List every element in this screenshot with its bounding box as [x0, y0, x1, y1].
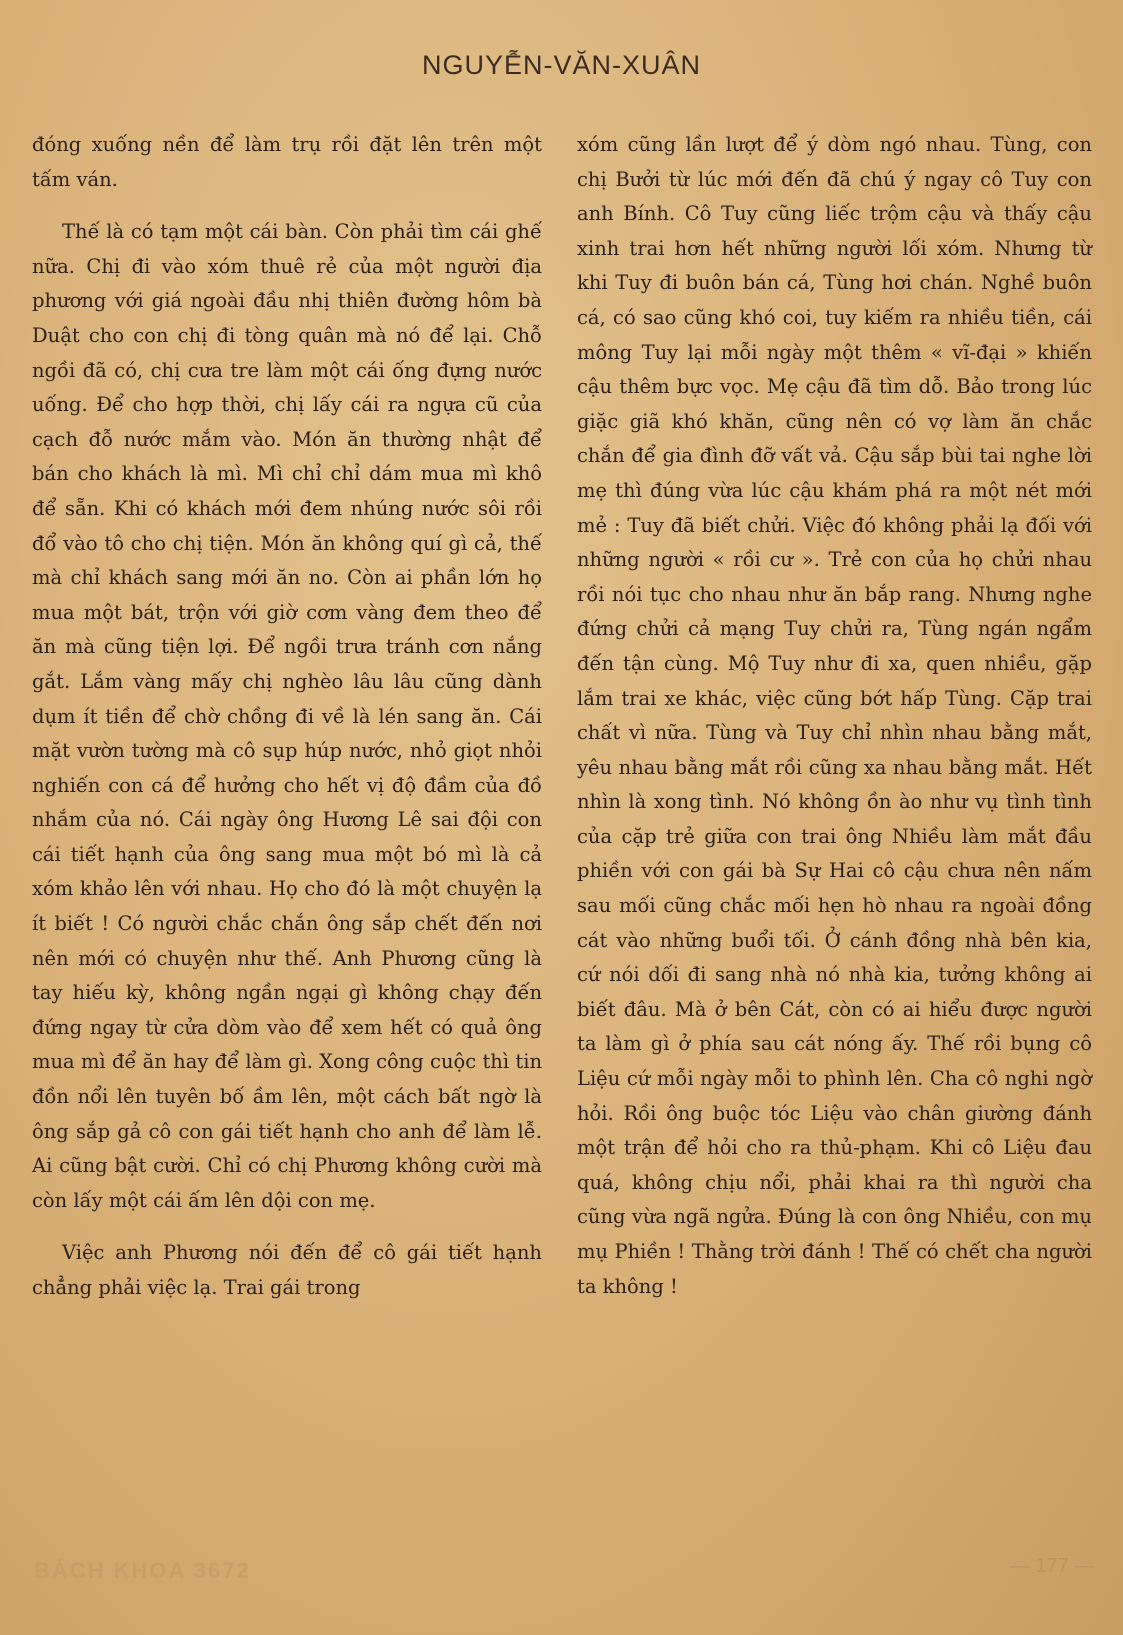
page-header: NGUYỄN-VĂN-XUÂN	[421, 50, 702, 80]
right-column	[577, 128, 1092, 1322]
paragraph: Thế là có tạm một cái bàn. Còn phải tìm cái ghế nữa. Chị đi vào xóm thuê rẻ của một người địa phương với giá ngoài đầu nhị thiên đường hôm bà Duật cho con chị đi tòng quân mà nó để lại. Chỗ ngồi đã có, chị cưa tre làm một cái ống đựng nước uống. Để cho hợp thời, chị lấy cái ra ngựa cũ của cạch đỗ nước mắm vào. Món ăn thường nhật để bán cho khách là mì. Mì chỉ chỉ dám mua mì khô để sẵn. Khi có khách mới đem nhúng nước sôi rồi đổ vào tô cho chị tiện. Món ăn không quí gì cả, thế mà chỉ khách sang mới ăn no. Còn ai phần lớn họ mua một bát, trộn với giờ cơm vàng đem theo để ăn mà cũng tiện lợi. Để ngồi trưa tránh cơn nắng gắt. Lắm vàng mấy chị nghèo lâu lâu cũng dành dụm ít tiền để chờ chồng đi về là lén sang ăn. Cái mặt vườn tường mà cô sụp húp nước, nhỏ giọt nhỏi nghiến con cá để hưởng cho hết vị độ đầm của đồ nhắm của nó. Cái ngày ông Hương Lê sai đội con cái tiết hạnh của ông sang mua một bó mì là cả xóm khảo lên với nhau. Họ cho đó là một chuyện lạ ít biết ! Có người chắc chắn ông sắp chết đến nơi nên mới có chuyện như thế. Anh Phương cũng là tay hiếu kỳ, không ngần ngại gì không chạy đến đứng ngay từ cửa dòm vào để xem hết có quả ông mua mì để ăn hay để làm gì. Xong công cuộc thì tin đồn nổi lên tuyên bố ầm lên, một cách bất ngờ là ông sắp gả cô con gái tiết hạnh cho anh để làm lễ. Ai cũng bật cười. Chỉ có chị Phương không cười mà còn lấy một cái ấm lên dội con mẹ.	[32, 220, 542, 1212]
paragraph: đóng xuống nền để làm trụ rồi đặt lên trên một tấm ván.	[32, 133, 542, 191]
paragraph: Việc anh Phương nói đến để cô gái tiết hạnh chẳng phải việc lạ. Trai gái trong	[32, 1241, 542, 1299]
page-number: — 177 —	[1010, 1555, 1095, 1577]
magazine-footer: BÁCH KHOA 3672	[34, 1558, 251, 1583]
paragraph: xóm cũng lần lượt để ý dòm ngó nhau. Tùng, con chị Bưởi từ lúc mới đến đã chú ý ngay cô Tuy con anh Bính. Cô Tuy cũng liếc trộm cậu và thấy cậu xinh trai hơn hết những người lối xóm. Nhưng từ khi Tuy đi buôn bán cá, Tùng hơi chán. Nghề buôn cá, có sao cũng khó coi, tuy kiếm ra nhiều tiền, cái mông Tuy lại mỗi ngày một thêm « vĩ-đại » khiến cậu thêm bực vọc. Mẹ cậu đã tìm dỗ. Bảo trong lúc giặc giã khó khăn, cũng nên có vợ làm ăn chắc chắn để gia đình đỡ vất vả. Cậu sắp bùi tai nghe lời mẹ thì đúng vừa lúc cậu khám phá ra một nét mới mẻ : Tuy đã biết chửi. Việc đó không phải lạ đối với những người « rồi cư ». Trẻ con của họ chửi nhau rồi nói tục cho nhau như ăn bắp rang. Nhưng nghe đứng chửi cả mạng Tuy chửi ra, Tùng ngán ngẩm đến tận cùng. Mộ Tuy như đi xa, quen nhiều, gặp lắm trai xe khác, việc cũng bớt hấp Tùng. Cặp trai chất vì nữa. Tùng và Tuy chỉ nhìn nhau bằng mắt, yêu nhau bằng mắt rồi cũng xa nhau bằng mắt. Hết nhìn là xong tình. Nó không ồn ào như vụ tình tình của cặp trẻ giữa con trai ông Nhiều làm mắt đầu phiền với con gái bà Sự Hai cô cậu chưa nên nấm sau mối cũng chắc mối hẹn hò nhau ra ngoài đồng cát vào những buổi tối. Ở cánh đồng nhà bên kia, cứ nói dối đi sang nhà nó nhà kia, tưởng không ai biết đâu. Mà ở bên Cát, còn có ai hiểu được người ta làm gì ở phía sau cát nóng ấy. Thế rồi bụng cô Liệu cứ mỗi ngày mỗi to phình lên. Cha cô nghi ngờ hỏi. Rồi ông buộc tóc Liệu vào chân giường đánh một trận để hỏi cho ra thủ-phạm. Khi cô Liệu đau quá, không chịu nổi, phải khai ra thì người cha cũng vừa ngã ngửa. Đúng là con ông Nhiều, con mụ mụ Phiền ! Thằng trời đánh ! Thế có chết cha người ta không !	[577, 133, 1092, 1298]
left-column	[32, 128, 542, 1324]
